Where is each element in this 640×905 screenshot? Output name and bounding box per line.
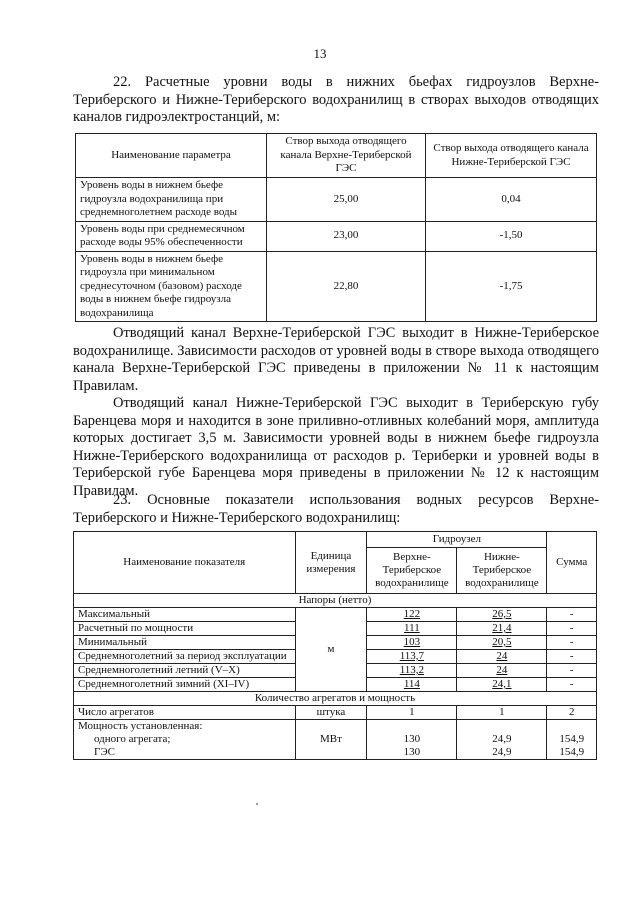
- table-row: Число агрегатов штука 1 1 2: [74, 706, 597, 720]
- scan-dot: [256, 803, 258, 805]
- table-row: Максимальный м 122 26,5 -: [74, 608, 597, 622]
- table-row: Среднемноголетний зимний (XI–IV) 114 24,1 -: [74, 678, 597, 692]
- t2-header-group: Гидроузел: [367, 532, 547, 548]
- paragraph-22: 22. Расчетные уровни воды в нижних бьефах гидроузлов Верхне-Териберского и Нижне-Териберского водохранилищ в створах выходов отводящих каналов гидроэлектростанций, м:: [73, 74, 599, 125]
- t2-unit-mw: МВт: [295, 720, 367, 760]
- table-row: Уровень воды в нижнем бьефе гидроузла водохранилища при среднемноголетнем расходе воды 25,00 0,04: [76, 178, 597, 222]
- t1-header-param: Наименование параметра: [76, 134, 267, 178]
- t2-header-sum: Сумма: [547, 532, 597, 594]
- water-resources-table: [73, 531, 597, 760]
- t2-section-heads: Напоры (нетто): [74, 594, 597, 608]
- table-row: Уровень воды при среднемесячном расходе воды 95% обеспеченности 23,00 -1,50: [76, 221, 597, 251]
- t2-header-unit: Единица измерения: [295, 532, 367, 594]
- table-row: Минимальный 103 20,5 -: [74, 636, 597, 650]
- t1-header-upper: Створ выхода отводящего канала Верхне-Териберской ГЭС: [267, 134, 426, 178]
- paragraph-upper-canal: Отводящий канал Верхне-Териберской ГЭС выходит в Нижне-Териберское водохранилище. Зависимости расходов от уровней воды в створе выхода отводящего канала Верхне-Териберской ГЭС приведены в приложении № 11 к настоящим Правилам.: [73, 325, 599, 394]
- table-row: Мощность установленная: одного агрегата; ГЭС МВт 130 130 24,9 24,9 154,9 154,9: [74, 720, 597, 760]
- t2-power-label-cell: Мощность установленная: одного агрегата; ГЭС: [74, 720, 296, 760]
- table-row: Уровень воды в нижнем бьефе гидроузла при минимальном среднесуточном (базовом) расходе воды в нижнем бьефе гидроузла водохранилища 22,80 -1,75: [76, 251, 597, 322]
- t2-section-units: Количество агрегатов и мощность: [74, 692, 597, 706]
- t2-header-upper: Верхне-Териберское водохранилище: [367, 548, 457, 594]
- t2-header-name: Наименование показателя: [74, 532, 296, 594]
- page-number: 13: [313, 46, 327, 61]
- t1-header-lower: Створ выхода отводящего канала Нижне-Териберской ГЭС: [426, 134, 597, 178]
- table-row: Среднемноголетний за период эксплуатации 113,7 24 -: [74, 650, 597, 664]
- paragraph-lower-canal: Отводящий канал Нижне-Териберской ГЭС выходит в Териберскую губу Баренцева моря и находится в зоне приливно-отливных колебаний моря, амплитуда которых достигает 3,5 м. Зависимости уровней воды в нижнем бьефе гидроузла Нижне-Териберского водохранилища от расходов р. Териберки и уровней воды в Териберской губе Баренцева моря приведены в приложении № 12 к настоящим Правилам.: [73, 395, 599, 499]
- t2-header-lower: Нижне-Териберское водохранилище: [457, 548, 547, 594]
- t2-unit-m: м: [295, 608, 367, 692]
- table-row: Расчетный по мощности 111 21,4 -: [74, 622, 597, 636]
- table-row: Среднемноголетний летний (V–X) 113,2 24 -: [74, 664, 597, 678]
- paragraph-23: 23. Основные показатели использования водных ресурсов Верхне-Териберского и Нижне-Териберского водохранилищ:: [73, 492, 599, 526]
- water-levels-table: [75, 133, 597, 322]
